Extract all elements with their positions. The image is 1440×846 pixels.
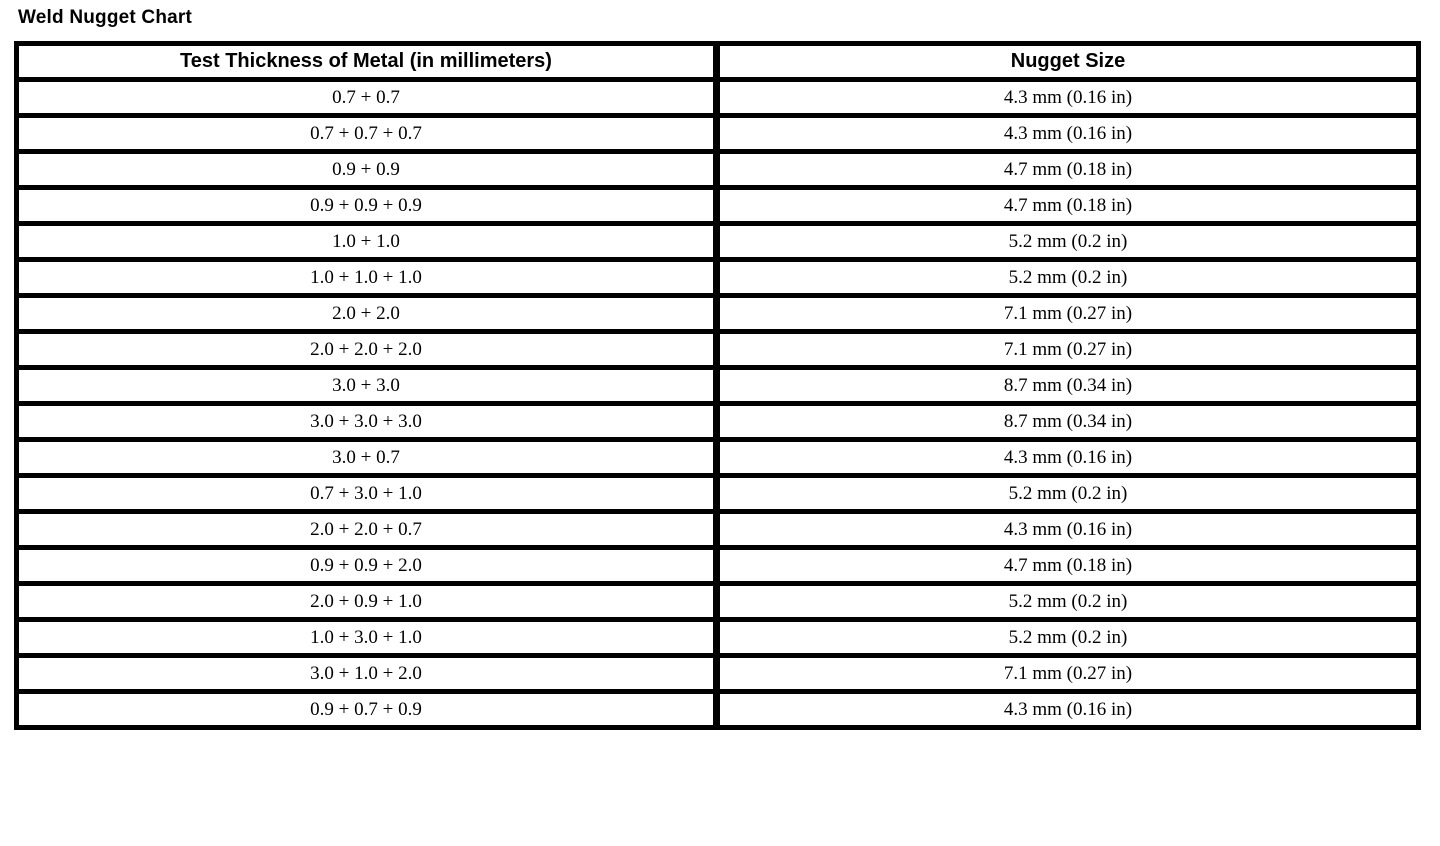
table-row [17, 440, 1419, 476]
nugget-size-cell: 4.3 mm (0.16 in) [717, 512, 1419, 548]
nugget-size-cell: 4.3 mm (0.16 in) [717, 692, 1419, 728]
page-title: Weld Nugget Chart [18, 7, 193, 28]
thickness-cell: 1.0 + 3.0 + 1.0 [17, 620, 717, 656]
nugget-size-cell: 4.3 mm (0.16 in) [717, 440, 1419, 476]
table-row [17, 80, 1419, 116]
thickness-cell: 2.0 + 0.9 + 1.0 [17, 584, 717, 620]
table-row [17, 224, 1419, 260]
table-row [17, 332, 1419, 368]
table-row [17, 260, 1419, 296]
thickness-cell: 0.7 + 3.0 + 1.0 [17, 476, 717, 512]
column-header-test-thickness: Test Thickness of Metal (in millimeters) [17, 44, 717, 80]
thickness-cell: 0.9 + 0.9 + 0.9 [17, 188, 717, 224]
table-row [17, 296, 1419, 332]
thickness-cell: 3.0 + 3.0 [17, 368, 717, 404]
table-body [17, 80, 1419, 728]
table-row [17, 404, 1419, 440]
thickness-cell: 0.9 + 0.9 + 2.0 [17, 548, 717, 584]
table-row [17, 548, 1419, 584]
nugget-size-cell: 4.7 mm (0.18 in) [717, 188, 1419, 224]
thickness-cell: 1.0 + 1.0 [17, 224, 717, 260]
nugget-size-cell: 4.3 mm (0.16 in) [717, 80, 1419, 116]
nugget-size-cell: 4.7 mm (0.18 in) [717, 548, 1419, 584]
table-row [17, 368, 1419, 404]
nugget-size-cell: 7.1 mm (0.27 in) [717, 332, 1419, 368]
thickness-cell: 2.0 + 2.0 [17, 296, 717, 332]
table-row [17, 692, 1419, 728]
nugget-size-cell: 5.2 mm (0.2 in) [717, 260, 1419, 296]
header-row [17, 44, 1419, 80]
table-row [17, 512, 1419, 548]
table-row [17, 152, 1419, 188]
nugget-size-cell: 5.2 mm (0.2 in) [717, 224, 1419, 260]
table-header [17, 44, 1419, 80]
thickness-cell: 3.0 + 3.0 + 3.0 [17, 404, 717, 440]
nugget-size-cell: 7.1 mm (0.27 in) [717, 296, 1419, 332]
table-row [17, 656, 1419, 692]
thickness-cell: 3.0 + 0.7 [17, 440, 717, 476]
table-row [17, 116, 1419, 152]
thickness-cell: 0.9 + 0.7 + 0.9 [17, 692, 717, 728]
nugget-size-cell: 7.1 mm (0.27 in) [717, 656, 1419, 692]
nugget-size-cell: 5.2 mm (0.2 in) [717, 584, 1419, 620]
table-row [17, 188, 1419, 224]
nugget-size-cell: 5.2 mm (0.2 in) [717, 620, 1419, 656]
table-row [17, 584, 1419, 620]
thickness-cell: 0.7 + 0.7 [17, 80, 717, 116]
nugget-size-cell: 4.3 mm (0.16 in) [717, 116, 1419, 152]
thickness-cell: 1.0 + 1.0 + 1.0 [17, 260, 717, 296]
nugget-size-cell: 8.7 mm (0.34 in) [717, 368, 1419, 404]
thickness-cell: 3.0 + 1.0 + 2.0 [17, 656, 717, 692]
nugget-size-cell: 5.2 mm (0.2 in) [717, 476, 1419, 512]
weld-nugget-table [14, 41, 1421, 730]
thickness-cell: 0.9 + 0.9 [17, 152, 717, 188]
table-row [17, 476, 1419, 512]
thickness-cell: 0.7 + 0.7 + 0.7 [17, 116, 717, 152]
column-header-nugget-size: Nugget Size [717, 44, 1419, 80]
nugget-size-cell: 4.7 mm (0.18 in) [717, 152, 1419, 188]
nugget-size-cell: 8.7 mm (0.34 in) [717, 404, 1419, 440]
thickness-cell: 2.0 + 2.0 + 0.7 [17, 512, 717, 548]
thickness-cell: 2.0 + 2.0 + 2.0 [17, 332, 717, 368]
table-row [17, 620, 1419, 656]
